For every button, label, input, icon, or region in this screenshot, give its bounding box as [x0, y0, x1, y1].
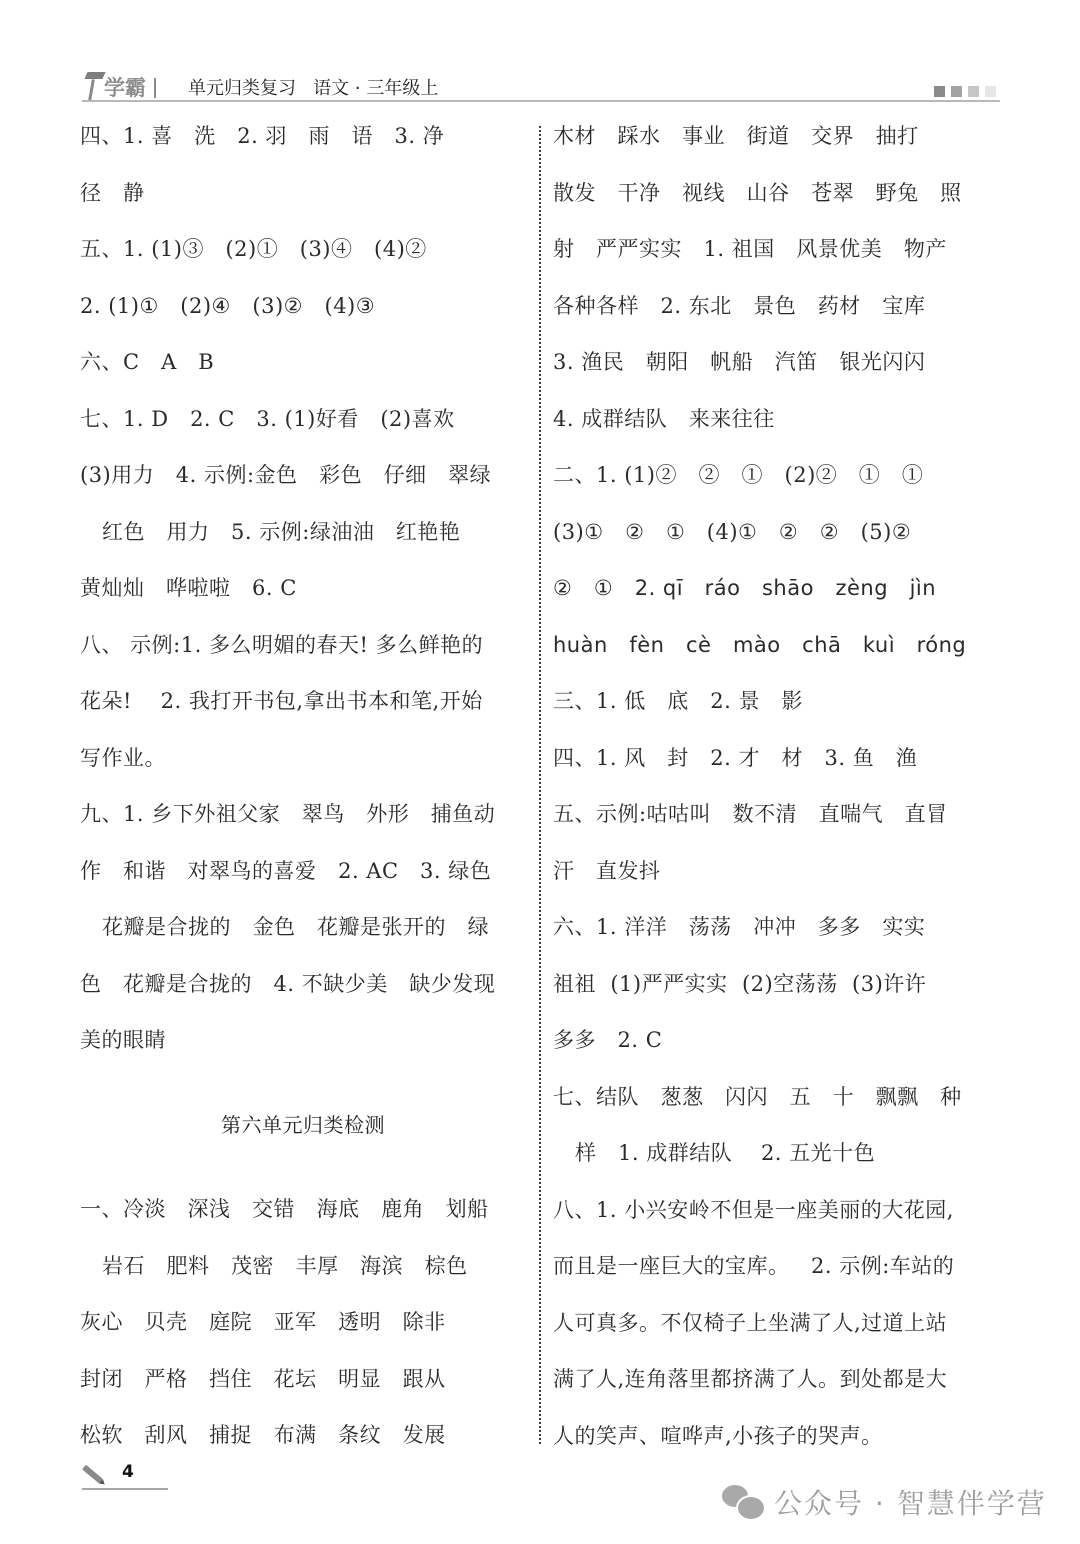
square-icon — [934, 86, 945, 97]
answer-line: 作 和谐 对翠鸟的喜爱 2. AC 3. 绿色 — [80, 858, 492, 883]
answer-line: 九、1. 乡下外祖父家 翠鸟 外形 捕鱼动 — [80, 802, 496, 826]
answer-line: 花瓣是合拢的 金色 花瓣是张开的 绿 — [102, 915, 490, 939]
answer-line: 红色 用力 5. 示例:绿油油 红艳艳 — [102, 519, 461, 544]
answer-line: 样 1. 成群结队 2. 五光十色 — [575, 1141, 876, 1165]
answer-line: 六、1. 洋洋 荡荡 冲冲 多多 实实 — [553, 915, 926, 939]
answer-line: 花朵! 2. 我打开书包,拿出书本和笔,开始 — [80, 689, 483, 713]
answer-line: 人可真多。不仅椅子上坐满了人,过道上站 — [553, 1310, 948, 1335]
answer-line: 散发 干净 视线 山谷 苍翠 野兔 照 — [553, 180, 962, 205]
answer-line: 二、1. (1)② ② ① (2)② ① ① — [553, 463, 924, 487]
answer-line: 木材 踩水 事业 街道 交界 抽打 — [553, 124, 919, 148]
page-number: 4 — [122, 1462, 134, 1482]
answer-line: 径 静 — [80, 180, 145, 205]
answer-line: 写作业。 — [80, 745, 166, 770]
answer-line: 人的笑声、喧哗声,小孩子的哭声。 — [553, 1423, 883, 1448]
pencil-icon — [82, 1465, 103, 1484]
section-title: 第六单元归类检测 — [221, 1112, 385, 1137]
square-icon — [968, 86, 979, 97]
square-icon — [985, 86, 996, 97]
answer-line: 六、C A B — [80, 350, 215, 374]
answer-line: 各种各样 2. 东北 景色 药材 宝库 — [553, 293, 926, 318]
answer-line: 四、1. 喜 洗 2. 羽 雨 语 3. 净 — [80, 124, 445, 148]
answer-line: 祖祖 (1)严严实实 (2)空荡荡 (3)许许 — [553, 971, 927, 996]
left-column — [80, 108, 526, 1464]
answer-line: 八、1. 小兴安岭不但是一座美丽的大花园, — [553, 1197, 954, 1222]
answer-line: 满了人,连角落里都挤满了人。到处都是大 — [553, 1367, 948, 1391]
answer-line: 2. (1)① (2)④ (3)② (4)③ — [80, 293, 376, 318]
answer-line: 3. 渔民 朝阳 帆船 汽笛 银光闪闪 — [553, 350, 926, 374]
answer-line: 四、1. 风 封 2. 才 材 3. 鱼 渔 — [553, 745, 918, 770]
answer-line: 一、冷淡 深浅 交错 海底 鹿角 划船 — [80, 1197, 489, 1221]
answer-line: (3)① ② ① (4)① ② ② (5)② — [553, 519, 912, 544]
graduation-cap-icon — [82, 70, 104, 100]
page-footer — [82, 1460, 168, 1490]
logo-divider — [154, 78, 156, 98]
answer-line: 多多 2. C — [553, 1028, 663, 1052]
answer-line: 汗 直发抖 — [553, 858, 661, 883]
column-divider — [539, 126, 541, 1444]
answer-line: 七、1. D 2. C 3. (1)好看 (2)喜欢 — [80, 406, 455, 431]
wechat-watermark — [722, 1482, 1047, 1522]
answer-line: 黄灿灿 哗啦啦 6. C — [80, 576, 297, 600]
watermark-text: 公众号 · 智慧伴学营 — [774, 1487, 1047, 1520]
answer-line: 而且是一座巨大的宝库。 2. 示例:车站的 — [553, 1254, 955, 1278]
answer-line: 五、示例:咕咕叫 数不清 直喘气 直冒 — [553, 802, 948, 826]
square-icon — [951, 86, 962, 97]
book-title: 单元归类复习 语文 · 三年级上 — [188, 78, 439, 99]
logo-text: 学霸 — [104, 76, 146, 100]
answer-line: 岩石 肥料 茂密 丰厚 海滨 棕色 — [102, 1253, 468, 1278]
right-column — [553, 108, 999, 1464]
answer-line: huàn fèn cè mào chā kuì róng — [553, 632, 967, 657]
answer-line: 射 严严实实 1. 祖国 风景优美 物产 — [553, 237, 947, 261]
answer-line: 美的眼睛 — [80, 1028, 166, 1052]
answer-line: ② ① 2. qī ráo shāo zèng jìn — [553, 576, 937, 600]
answer-line: 五、1. (1)③ (2)① (3)④ (4)② — [80, 237, 427, 261]
answer-line: 色 花瓣是合拢的 4. 不缺少美 缺少发现 — [80, 971, 496, 996]
page-header — [82, 66, 1000, 102]
xueba-logo — [82, 66, 156, 100]
decorative-squares — [934, 86, 996, 97]
answer-line: 灰心 贝壳 庭院 亚军 透明 除非 — [80, 1310, 446, 1334]
answer-line: 三、1. 低 底 2. 景 影 — [553, 689, 803, 713]
wechat-icon — [722, 1485, 764, 1519]
answer-line: 七、结队 葱葱 闪闪 五 十 飘飘 种 — [553, 1084, 962, 1109]
answer-line: 八、 示例:1. 多么明媚的春天! 多么鲜艳的 — [80, 632, 484, 657]
answer-line: 封闭 严格 挡住 花坛 明显 跟从 — [80, 1366, 446, 1391]
header-rule — [82, 100, 1000, 102]
answer-line: 松软 刮风 捕捉 布满 条纹 发展 — [80, 1423, 446, 1447]
answer-line: 4. 成群结队 来来往往 — [553, 406, 775, 431]
answer-line: (3)用力 4. 示例:金色 彩色 仔细 翠绿 — [80, 463, 492, 487]
